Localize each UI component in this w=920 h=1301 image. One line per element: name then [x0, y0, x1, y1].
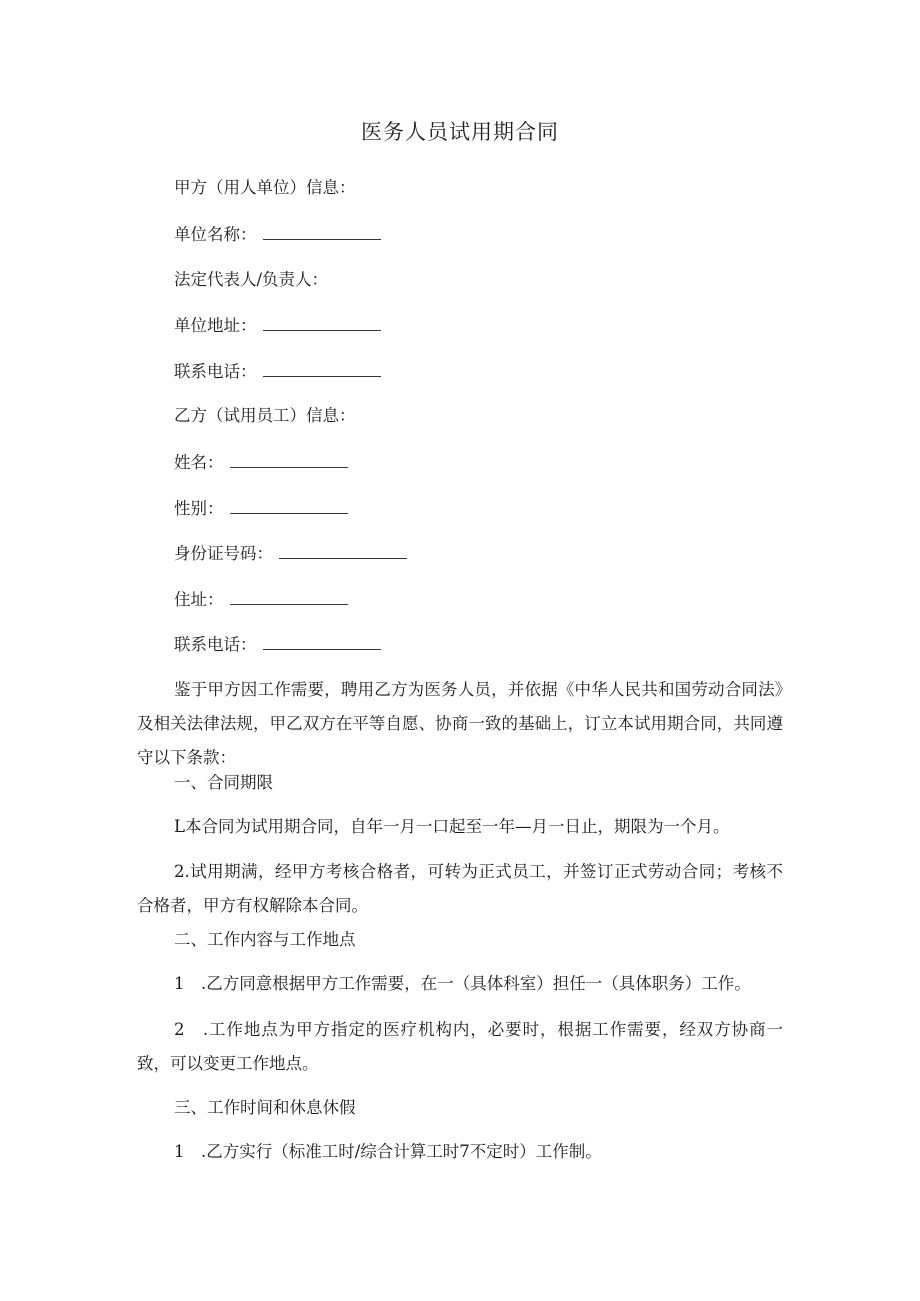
- party-b-phone-blank: [263, 633, 381, 650]
- party-a-phone-label: 联系电话：: [174, 362, 257, 381]
- legal-rep-label: 法定代表人/负责人：: [174, 270, 329, 289]
- gender-blank: [230, 497, 348, 514]
- party-b-name-row: [174, 451, 348, 474]
- name-blank: [230, 451, 348, 468]
- party-a-unit-name-row: [174, 223, 381, 246]
- section-3-heading: 三、工作时间和休息休假: [174, 1098, 356, 1117]
- section-1-heading: 一、合同期限: [174, 773, 273, 792]
- party-b-gender-row: [174, 497, 348, 520]
- document-title: 医务人员试用期合同: [361, 120, 559, 144]
- unit-name-label: 单位名称：: [174, 225, 257, 244]
- unit-name-blank: [263, 223, 381, 240]
- residence-label: 住址：: [174, 590, 224, 609]
- residence-blank: [230, 588, 348, 605]
- section-2-item-1: 1 .乙方同意根据甲方工作需要，在一（具体科室）担任一（具体职务）工作。: [174, 974, 751, 993]
- section-1-item-1: L本合同为试用期合同，自年一月一口起至一年—月一日止，期限为一个月。: [174, 817, 730, 836]
- unit-address-blank: [263, 314, 381, 331]
- party-b-phone-row: [174, 633, 381, 656]
- name-label: 姓名：: [174, 453, 224, 472]
- section-3-item-1: 1 .乙方实行（标准工时/综合计算工时7不定时）工作制。: [174, 1142, 602, 1161]
- party-a-heading: 甲方（用人单位）信息：: [174, 178, 356, 197]
- section-2-item-2: 2 .工作地点为甲方指定的医疗机构内，必要时，根据工作需要，经双方协商一致，可以变更工作地点。: [137, 1020, 783, 1073]
- unit-address-label: 单位地址：: [174, 316, 257, 335]
- id-number-label: 身份证号码：: [174, 544, 273, 563]
- party-b-id-row: [174, 542, 407, 565]
- party-b-address-row: [174, 588, 348, 611]
- party-a-phone-row: [174, 360, 381, 383]
- id-number-blank: [279, 542, 407, 559]
- party-b-heading: 乙方（试用员工）信息：: [174, 406, 356, 425]
- section-1-item-2: 2.试用期满，经甲方考核合格者，可转为正式员工，并签订正式劳动合同；考核不合格者，甲方有权解除本合同。: [137, 862, 783, 915]
- party-a-address-row: [174, 314, 381, 337]
- section-2-heading: 二、工作内容与工作地点: [174, 930, 356, 949]
- party-a-phone-blank: [263, 360, 381, 377]
- preamble-paragraph: 鉴于甲方因工作需要，聘用乙方为医务人员，并依据《中华人民共和国劳动合同法》及相关法律法规，甲乙双方在平等自愿、协商一致的基础上，订立本试用期合同，共同遵守以下条款：: [137, 680, 783, 767]
- gender-label: 性别：: [174, 499, 224, 518]
- party-b-phone-label: 联系电话：: [174, 635, 257, 654]
